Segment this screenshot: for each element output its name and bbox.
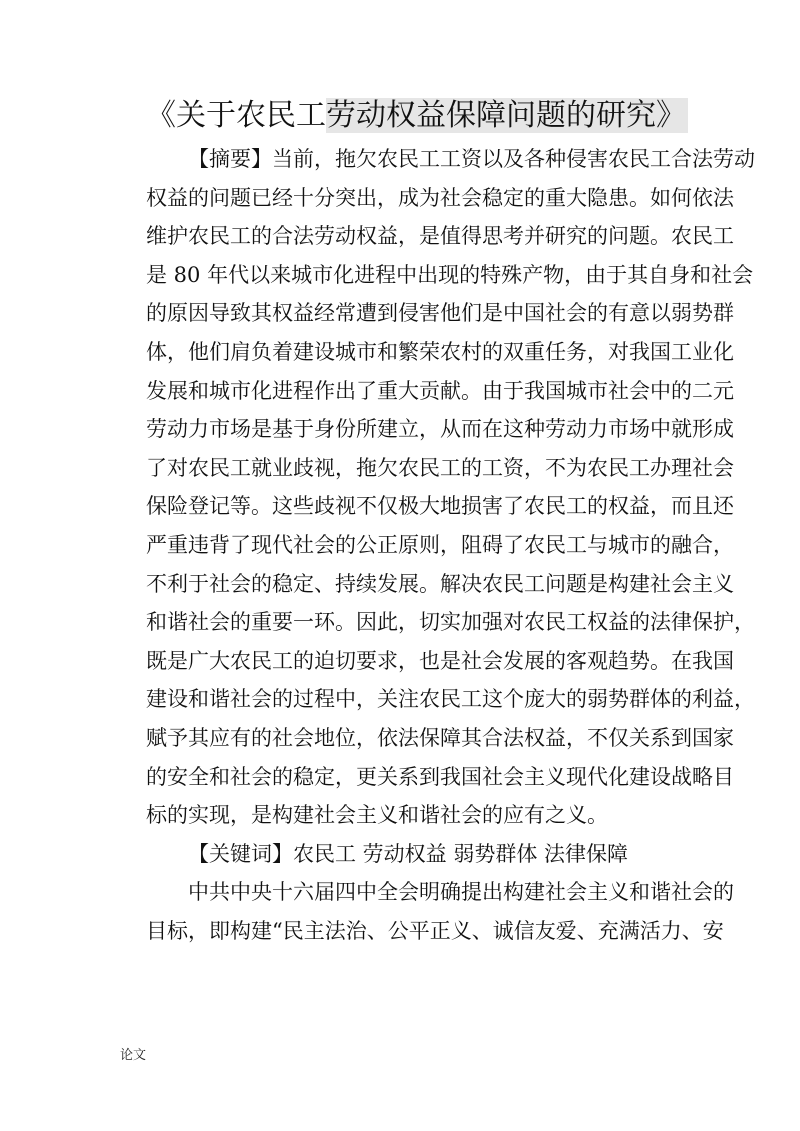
abstract-line: 了对农民工就业歧视，拖欠农民工的工资，不为农民工办理社会 — [146, 455, 734, 480]
page-footer-label: 论文 — [120, 1048, 147, 1063]
abstract-line: 权益的问题已经十分突出，成为社会稳定的重大隐患。如何依法 — [146, 185, 734, 210]
title-part-2-highlighted: 劳动权益保障问题的研究》 — [326, 98, 686, 133]
abstract-line: 体，他们肩负着建设城市和繁荣农村的双重任务，对我国工业化 — [146, 339, 734, 364]
abstract-line: 标的实现，是构建社会主义和谐社会的应有之义。 — [146, 803, 608, 828]
abstract-line: 建设和谐社会的过程中，关注农民工这个庞大的弱势群体的利益， — [146, 687, 755, 712]
keywords-line: 【关键词】农民工 劳动权益 弱势群体 法律保障 — [188, 841, 629, 866]
title-part-1: 《关于农民工 — [146, 98, 326, 133]
abstract-line: 发展和城市化进程作出了重大贡献。由于我国城市社会中的二元 — [146, 378, 734, 403]
abstract-line: 的安全和社会的稳定，更关系到我国社会主义现代化建设战略目 — [146, 764, 734, 789]
abstract-line: 是 80 年代以来城市化进程中出现的特殊产物，由于其自身和社会 — [146, 262, 754, 287]
document-body — [146, 140, 755, 950]
abstract-line: 维护农民工的合法劳动权益，是值得思考并研究的问题。农民工 — [146, 224, 734, 249]
abstract-line: 严重违背了现代社会的公正原则，阻碍了农民工与城市的融合， — [146, 532, 734, 557]
document-title — [146, 96, 688, 136]
abstract-line: 【摘要】当前，拖欠农民工工资以及各种侵害农民工合法劳动 — [188, 147, 755, 171]
abstract-line: 劳动力市场是基于身份所建立，从而在这种劳动力市场中就形成 — [146, 417, 734, 442]
abstract-line: 赋予其应有的社会地位，依法保障其合法权益，不仅关系到国家 — [146, 725, 734, 750]
abstract-line: 既是广大农民工的迫切要求，也是社会发展的客观趋势。在我国 — [146, 648, 734, 673]
body-paragraph-line: 目标，即构建“民主法治、公平正义、诚信友爱、充满活力、安 — [146, 918, 724, 943]
abstract-line: 保险登记等。这些歧视不仅极大地损害了农民工的权益，而且还 — [146, 494, 734, 519]
abstract-line: 不利于社会的稳定、持续发展。解决农民工问题是构建社会主义 — [146, 571, 734, 596]
abstract-line: 和谐社会的重要一环。因此，切实加强对农民工权益的法律保护， — [146, 610, 755, 635]
body-paragraph-line: 中共中央十六届四中全会明确提出构建社会主义和谐社会的 — [188, 880, 734, 905]
abstract-line: 的原因导致其权益经常遭到侵害他们是中国社会的有意以弱势群 — [146, 301, 734, 326]
